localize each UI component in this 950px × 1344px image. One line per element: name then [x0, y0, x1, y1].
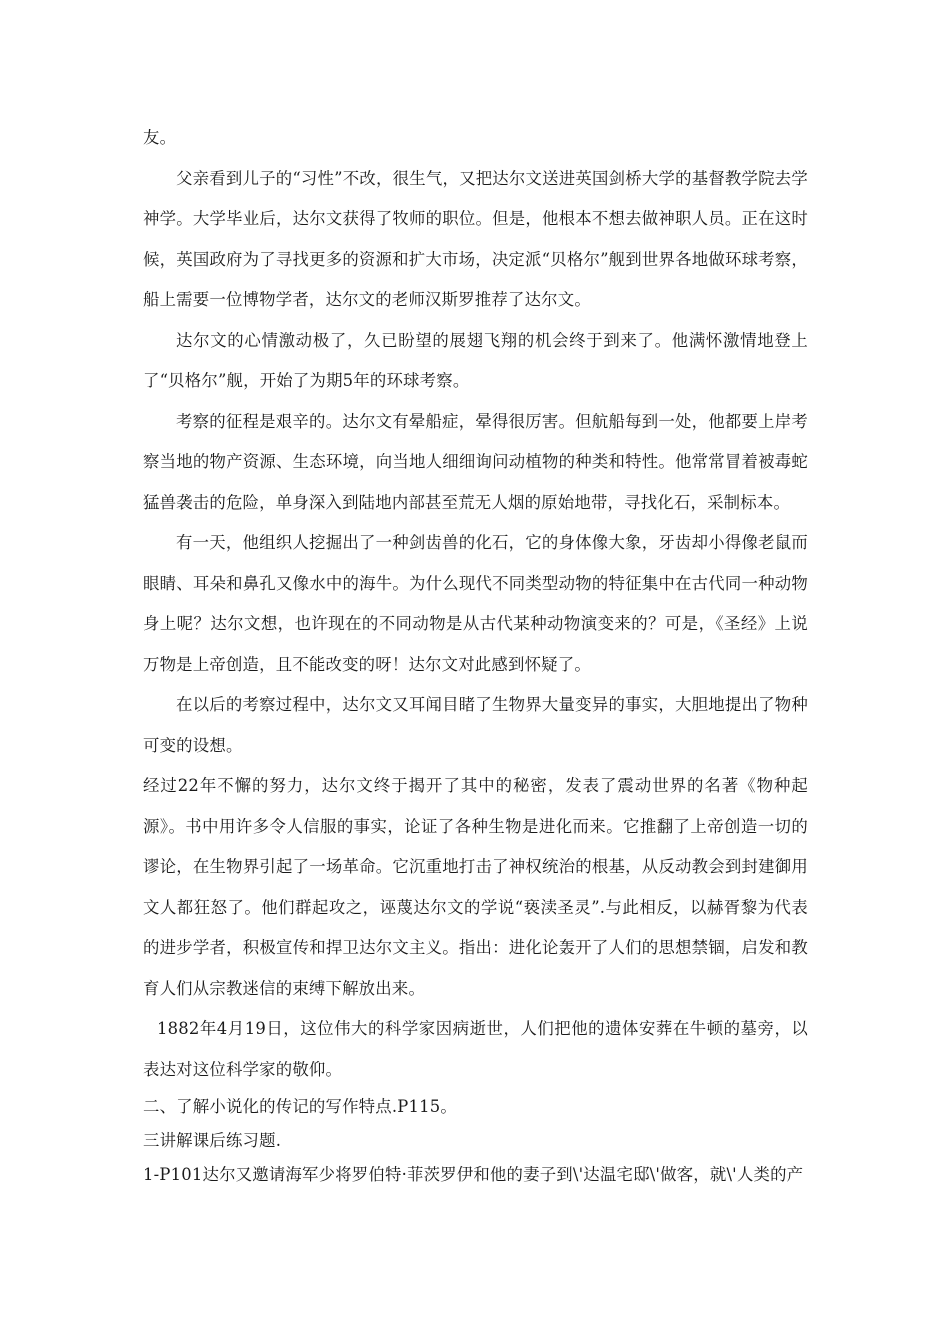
exercise-item-1: 1-P101达尔又邀请海军少将罗伯特·菲茨罗伊和他的妻子到\'达温宅邸\'做客，就\'人类的产	[143, 1165, 804, 1184]
section-heading-exercises: 三讲解课后练习题.	[143, 1131, 282, 1150]
paragraph-beagle-voyage: 达尔文的心情激动极了，久已盼望的展翅飞翔的机会终于到来了。他满怀激情地登上了“贝格尔”舰，开始了为期5年的环球考察。	[143, 330, 808, 390]
paragraph-death: 1882年4月19日，这位伟大的科学家因病逝世，人们把他的遗体安葬在牛顿的墓旁，以表达对这位科学家的敬仰。	[143, 1019, 808, 1079]
paragraph-continuation: 友。	[143, 128, 177, 147]
document-body	[143, 118, 808, 1192]
paragraph-father-theology: 父亲看到儿子的“习性”不改，很生气，又把达尔文送进英国剑桥大学的基督教学院去学神学。大学毕业后，达尔文获得了牧师的职位。但是，他根本不想去做神职人员。正在这时候，英国政府为了寻找更多的资源和扩大市场，决定派“贝格尔”舰到世界各地做环球考察，船上需要一位博物学者，达尔文的老师汉斯罗推荐了达尔文。	[143, 168, 808, 309]
section-heading-biography-features: 二、了解小说化的传记的写作特点.P115。	[143, 1097, 457, 1116]
paragraph-fossil-discovery: 有一天，他组织人挖掘出了一种剑齿兽的化石，它的身体像大象，牙齿却小得像老鼠而眼睛、耳朵和鼻孔又像水中的海牛。为什么现代不同类型动物的特征集中在古代同一种动物身上呢？达尔文想，也许现在的不同动物是从古代某种动物演变来的？可是，《圣经》上说万物是上帝创造，且不能改变的呀！达尔文对此感到怀疑了。	[143, 533, 808, 674]
paragraph-expedition-hardship: 考察的征程是艰辛的。达尔文有晕船症，晕得很厉害。但航船每到一处，他都要上岸考察当地的物产资源、生态环境，向当地人细细询问动植物的种类和特性。他常常冒着被毒蛇猛兽袭击的危险，单身深入到陆地内部甚至荒无人烟的原始地带，寻找化石，采制标本。	[143, 411, 808, 512]
paragraph-species-variation: 在以后的考察过程中，达尔文又耳闻目睹了生物界大量变异的事实，大胆地提出了物种可变的设想。	[143, 695, 808, 755]
paragraph-origin-of-species: 经过22年不懈的努力，达尔文终于揭开了其中的秘密，发表了震动世界的名著《物种起源》。书中用许多令人信服的事实，论证了各种生物是进化而来。它推翻了上帝创造一切的谬论，在生物界引起了一场革命。它沉重地打击了神权统治的根基，从反动教会到封建御用文人都狂怒了。他们群起攻之，诬蔑达尔文的学说“亵渎圣灵”.与此相反，以赫胥黎为代表的进步学者，积极宣传和捍卫达尔文主义。指出：进化论轰开了人们的思想禁锢，启发和教育人们从宗教迷信的束缚下解放出来。	[143, 776, 808, 998]
